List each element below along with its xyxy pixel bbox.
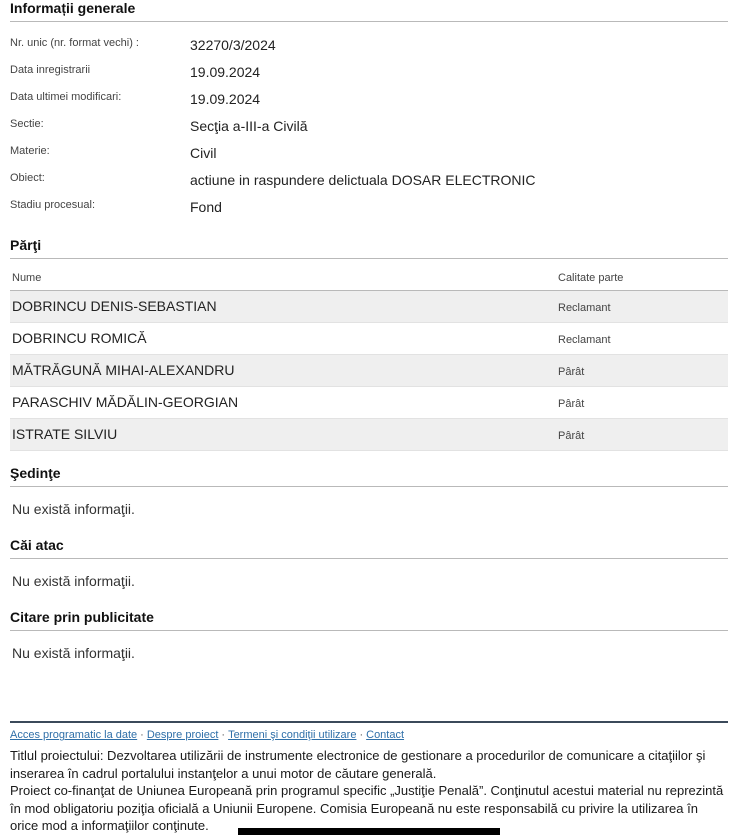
divider — [10, 258, 728, 259]
info-label: Nr. unic (nr. format vechi) : — [10, 37, 139, 49]
footer-paragraph-project-title: Titlul proiectului: Dezvoltarea utilizării de instrumente electronice de gestionare a procedurilor de comunicare a citaţiilor şi inserarea în cadrul portalului instanţelor a unui motor de căutare generală. — [10, 748, 706, 781]
info-label: Stadiu procesual: — [10, 199, 95, 211]
footer-link-separator: · — [221, 729, 226, 742]
footer-links — [10, 729, 728, 747]
party-name: MĂTRĂGUNĂ MIHAI-ALEXANDRU — [10, 355, 556, 387]
parties-table — [10, 269, 728, 451]
table-row — [10, 194, 728, 221]
footer-link-contact[interactable]: Contact — [366, 729, 405, 742]
table-row — [10, 419, 728, 451]
public-summons-section — [10, 609, 728, 667]
parties-title: Părţi — [10, 237, 42, 253]
footer-link-separator: · — [359, 729, 364, 742]
info-value: actiune in raspundere delictuala DOSAR ELECTRONIC — [190, 172, 536, 188]
party-name: DOBRINCU ROMICĂ — [10, 323, 556, 355]
party-quality: Reclamant — [556, 291, 728, 323]
table-row — [10, 167, 728, 194]
hearings-empty-note: Nu există informaţii. — [12, 501, 135, 517]
divider — [10, 21, 728, 22]
redaction-bar — [238, 828, 500, 835]
info-label: Obiect: — [10, 172, 45, 184]
general-info-section — [10, 0, 728, 221]
info-value: Fond — [190, 199, 222, 215]
table-row — [10, 387, 728, 419]
appeals-empty-note: Nu există informaţii. — [12, 573, 135, 589]
party-quality: Pârât — [556, 355, 728, 387]
party-name: ISTRATE SILVIU — [10, 419, 556, 451]
info-label: Data inregistrarii — [10, 64, 91, 76]
table-row — [10, 355, 728, 387]
table-row — [10, 113, 728, 140]
info-label: Materie: — [10, 145, 50, 157]
column-header-name: Nume — [10, 269, 556, 291]
general-info-table — [10, 32, 728, 221]
footer-link-about[interactable]: Despre proiect — [146, 729, 219, 742]
appeals-title: Căi atac — [10, 537, 64, 553]
parties-section — [10, 237, 728, 451]
table-row — [10, 32, 728, 59]
info-value: 32270/3/2024 — [190, 37, 276, 53]
table-row — [10, 140, 728, 167]
party-quality: Pârât — [556, 387, 728, 419]
footer-paragraph-funding: Proiect co-finanţat de Uniunea Europeană prin programul specific „Justiţie Penală”. Conţinutul acestui material nu reprezintă în mod obligatoriu poziţia oficială a Uniunii Europene. Comisia Europeană nu este responsabilă cu privire la utilizarea în orice mod a informaţiilor conţinute. — [10, 783, 724, 834]
table-row — [10, 291, 728, 323]
party-name: PARASCHIV MĂDĂLIN-GEORGIAN — [10, 387, 556, 419]
footer-divider — [10, 721, 728, 723]
hearings-title: Şedinţe — [10, 465, 61, 481]
footer-link-separator: · — [140, 729, 144, 742]
appeals-section — [10, 537, 728, 595]
info-label: Sectie: — [10, 118, 44, 130]
table-row — [10, 59, 728, 86]
hearings-section — [10, 465, 728, 523]
info-value: 19.09.2024 — [190, 64, 261, 80]
info-value: Secţia a-III-a Civilă — [190, 118, 308, 134]
footer-text — [10, 747, 728, 835]
page-footer — [0, 721, 738, 835]
table-header-row — [10, 269, 728, 291]
table-row — [10, 323, 728, 355]
info-label: Data ultimei modificari: — [10, 91, 122, 103]
party-quality: Reclamant — [556, 323, 728, 355]
info-value: Civil — [190, 145, 217, 161]
party-name: DOBRINCU DENIS-SEBASTIAN — [10, 291, 556, 323]
info-value: 19.09.2024 — [190, 91, 261, 107]
party-quality: Pârât — [556, 419, 728, 451]
column-header-quality: Calitate parte — [556, 269, 728, 291]
general-info-title: Informații generale — [10, 0, 136, 16]
public-summons-empty-note: Nu există informaţii. — [12, 645, 135, 661]
table-row — [10, 86, 728, 113]
footer-link-terms[interactable]: Termeni şi condiţii utilizare — [228, 729, 357, 742]
footer-link-api-access[interactable]: Acces programatic la date — [10, 729, 138, 742]
public-summons-title: Citare prin publicitate — [10, 609, 154, 625]
